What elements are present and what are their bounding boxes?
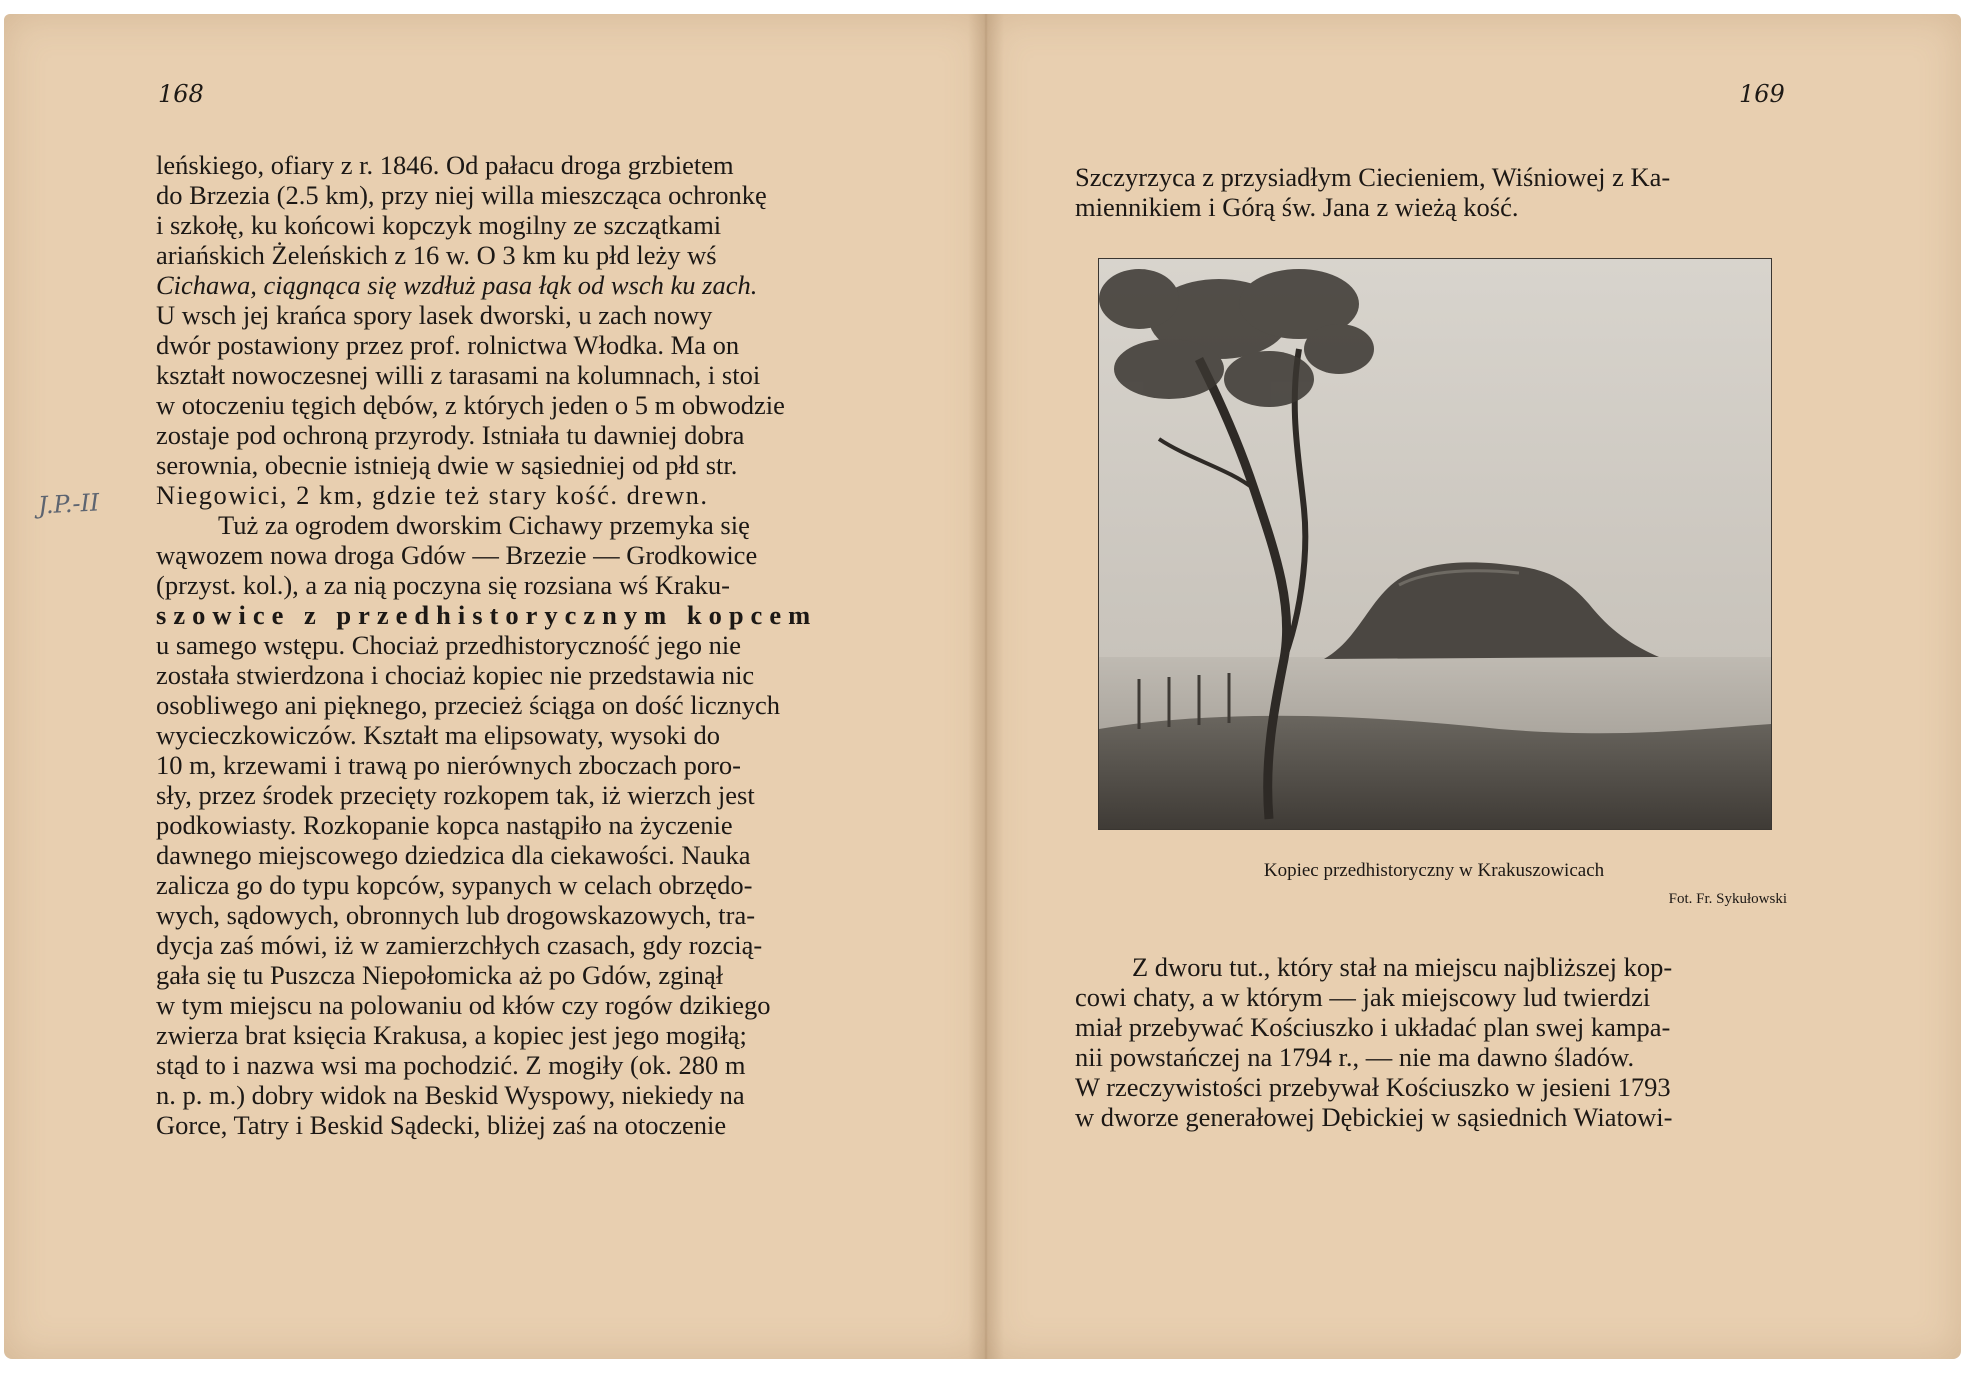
text-line: kształt nowoczesnej willi z tarasami na kolumnach, i stoi	[156, 360, 761, 390]
text-line: zwierza brat księcia Krakusa, a kopiec jest jego mogiłą;	[156, 1020, 747, 1050]
text-line: zostaje pod ochroną przyrody. Istniała tu dawniej dobra	[156, 420, 745, 450]
text-line: gała się tu Puszcza Niepołomicka aż po Gdów, zginął	[156, 960, 724, 990]
text-line: Tuż za ogrodem dworskim Cichawy przemyka się	[218, 510, 750, 540]
text-line: Cichawa, ciągnąca się wzdłuż pasa łąk od wsch ku zach.	[156, 270, 758, 300]
text-line: dycja zaś mówi, iż w zamierzchłych czasach, gdy rozcią-	[156, 930, 763, 960]
text-line: nii powstańczej na 1794 r., — nie ma dawno śladów.	[1075, 1042, 1635, 1072]
text-line: Szczyrzyca z przysiadłym Ciecieniem, Wiśniowej z Ka-	[1075, 162, 1671, 192]
text-line: miennikiem i Górą św. Jana z wieżą kość.	[1075, 192, 1519, 222]
text-line: miał przebywać Kościuszko i układać plan swej kampa-	[1075, 1012, 1671, 1042]
text-line: ariańskich Żeleńskich z 16 w. O 3 km ku płd leży wś	[156, 240, 717, 270]
text-line: serownia, obecnie istnieją dwie w sąsiedniej od płd str.	[156, 450, 738, 480]
text-line: W rzeczywistości przebywał Kościuszko w jesieni 1793	[1075, 1072, 1671, 1102]
text-line: w otoczeniu tęgich dębów, z których jeden o 5 m obwodzie	[156, 390, 785, 420]
text-line: podkowiasty. Rozkopanie kopca nastąpiło na życzenie	[156, 810, 733, 840]
text-line: sły, przez środek przecięty rozkopem tak, iż wierzch jest	[156, 780, 755, 810]
text-line: została stwierdzona i chociaż kopiec nie przedstawia nic	[156, 660, 755, 690]
text-line: wycieczkowiczów. Kształt ma elipsowaty, wysoki do	[156, 720, 720, 750]
text-line: Gorce, Tatry i Beskid Sądecki, bliżej zaś na otoczenie	[156, 1110, 727, 1140]
text-line: wych, sądowych, obronnych lub drogowskazowych, tra-	[156, 900, 756, 930]
pencil-margin-note: J.P.-II	[37, 488, 101, 520]
left-page-number: 168	[158, 80, 204, 108]
book-gutter	[968, 14, 1004, 1359]
text-line: do Brzezia (2.5 km), przy niej willa mieszcząca ochronkę	[156, 180, 767, 210]
photo-credit: Fot. Fr. Sykułowski	[1668, 891, 1787, 907]
text-line: Niegowici, 2 km, gdzie też stary kość. drewn.	[156, 480, 709, 510]
text-line: 10 m, krzewami i trawą po nierównych zboczach poro-	[156, 750, 741, 780]
photo-burial-mound	[1098, 258, 1772, 830]
text-line: cowi chaty, a w którym — jak miejscowy lud twierdzi	[1075, 982, 1651, 1012]
mound-and-tree-image	[1099, 259, 1771, 829]
text-line: leńskiego, ofiary z r. 1846. Od pałacu droga grzbietem	[156, 150, 734, 180]
text-line: u samego wstępu. Chociaż przedhistoryczność jego nie	[156, 630, 742, 660]
text-line: Z dworu tut., który stał na miejscu najbliższej kop-	[1132, 952, 1673, 982]
text-line: zalicza go do typu kopców, sypanych w celach obrzędo-	[156, 870, 753, 900]
text-line: w dworze generałowej Dębickiej w sąsiednich Wiatowi-	[1075, 1102, 1673, 1132]
right-page-number: 169	[1739, 80, 1785, 108]
text-line: n. p. m.) dobry widok na Beskid Wyspowy, niekiedy na	[156, 1080, 745, 1110]
text-line: dawnego miejscowego dziedzica dla ciekawości. Nauka	[156, 840, 751, 870]
text-line: w tym miejscu na polowaniu od kłów czy rogów dzikiego	[156, 990, 771, 1020]
text-line: (przyst. kol.), a za nią poczyna się rozsiana wś Kraku-	[156, 570, 730, 600]
photo-caption: Kopiec przedhistoryczny w Krakuszowicach	[1263, 860, 1605, 881]
text-line: dwór postawiony przez prof. rolnictwa Włodka. Ma on	[156, 330, 740, 360]
text-line: wąwozem nowa droga Gdów — Brzezie — Grodkowice	[156, 540, 758, 570]
text-line: stąd to i nazwa wsi ma pochodzić. Z mogiły (ok. 280 m	[156, 1050, 746, 1080]
text-line: szowice z przedhistorycznym kopcem	[156, 600, 818, 630]
text-line: U wsch jej krańca spory lasek dworski, u zach nowy	[156, 300, 713, 330]
text-line: i szkołę, ku końcowi kopczyk mogilny ze szczątkami	[156, 210, 722, 240]
text-line: osobliwego ani pięknego, przecież ściąga on dość licznych	[156, 690, 780, 720]
